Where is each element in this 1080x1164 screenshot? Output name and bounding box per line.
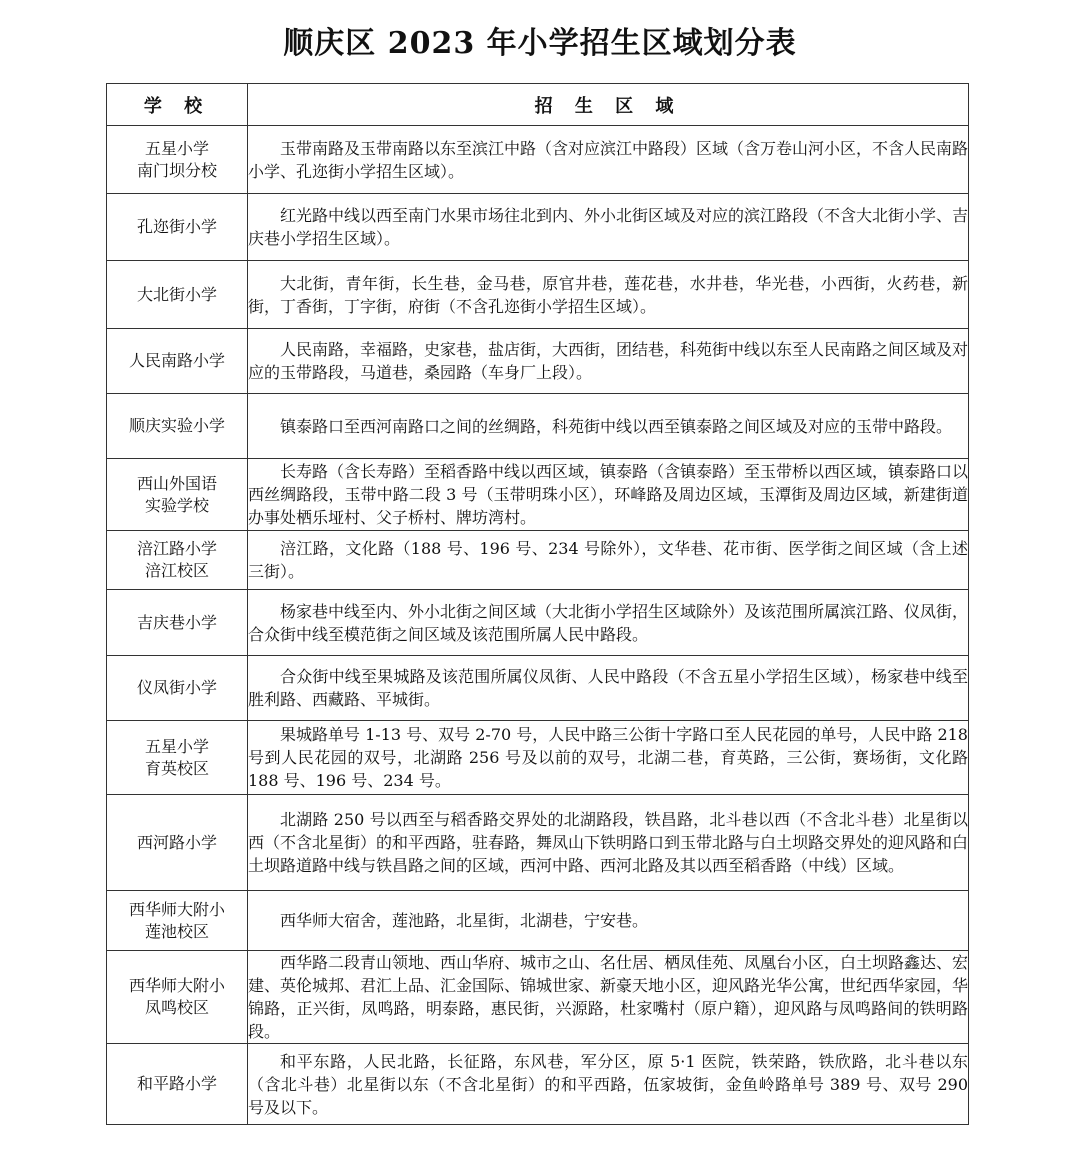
school-cell: 西华师大附小 莲池校区 [107,891,248,951]
area-cell: 合众街中线至果城路及该范围所属仪凤街、人民中路段（不含五星小学招生区域），杨家巷中线至胜利路、西藏路、平城街。 [248,656,969,721]
area-cell: 人民南路，幸福路，史家巷，盐店街，大西街，团结巷，科苑街中线以东至人民南路之间区域及对应的玉带路段，马道巷，桑园路（车身厂上段）。 [248,329,969,394]
school-cell: 西山外国语 实验学校 [107,459,248,531]
school-cell: 涪江路小学 涪江校区 [107,531,248,590]
table-row [107,459,969,531]
table-row [107,590,969,656]
school-cell: 大北街小学 [107,261,248,329]
school-cell: 顺庆实验小学 [107,394,248,459]
school-cell: 西华师大附小 凤鸣校区 [107,951,248,1044]
school-cell: 孔迩街小学 [107,194,248,261]
area-cell: 大北街，青年街，长生巷，金马巷，原官井巷，莲花巷，水井巷，华光巷，小西街，火药巷，新街，丁香街，丁字街，府街（不含孔迩街小学招生区域）。 [248,261,969,329]
area-cell: 红光路中线以西至南门水果市场往北到内、外小北街区域及对应的滨江路段（不含大北街小学、吉庆巷小学招生区域）。 [248,194,969,261]
table-row [107,394,969,459]
table-row [107,721,969,795]
table-row [107,531,969,590]
area-cell: 西华师大宿舍，莲池路，北星街，北湖巷，宁安巷。 [248,891,969,951]
table-row [107,1044,969,1125]
table-row [107,656,969,721]
table-row [107,795,969,891]
table-row [107,951,969,1044]
area-cell: 果城路单号 1-13 号、双号 2-70 号，人民中路三公街十字路口至人民花园的单号，人民中路 218 号到人民花园的双号，北湖路 256 号及以前的双号，北湖二巷，育英路，三公街，赛场街，文化路 188 号、196 号、234 号。 [248,721,969,795]
area-cell: 西华路二段青山领地、西山华府、城市之山、名仕居、栖凤佳苑、凤凰台小区，白土坝路鑫达、宏建、英伦城邦、君汇上品、汇金国际、锦城世家、新豪天地小区，迎风路光华公寓，世纪西华家园，华锦路，正兴街，凤鸣路，明泰路，惠民街，兴源路，杜家嘴村（原户籍），迎风路与凤鸣路间的铁明路段。 [248,951,969,1044]
school-cell: 五星小学 南门坝分校 [107,126,248,194]
school-cell: 吉庆巷小学 [107,590,248,656]
school-cell: 五星小学 育英校区 [107,721,248,795]
area-cell: 北湖路 250 号以西至与稻香路交界处的北湖路段，铁昌路，北斗巷以西（不含北斗巷）北星街以西（不含北星街）的和平西路，驻春路，舞凤山下铁明路口到玉带北路与白土坝路交界处的迎风路和白土坝路道路中线与铁昌路之间的区域，西河中路、西河北路及其以西至稻香路（中线）区域。 [248,795,969,891]
header-school: 学 校 [107,84,248,126]
table-header-row [107,84,969,126]
table-row [107,126,969,194]
table-row [107,194,969,261]
table-row [107,261,969,329]
table-row [107,891,969,951]
school-cell: 西河路小学 [107,795,248,891]
header-area: 招 生 区 域 [248,84,969,126]
area-cell: 玉带南路及玉带南路以东至滨江中路（含对应滨江中路段）区域（含万卷山河小区，不含人民南路小学、孔迩街小学招生区域）。 [248,126,969,194]
area-cell: 涪江路，文化路（188 号、196 号、234 号除外），文华巷、花市街、医学街之间区域（含上述三街）。 [248,531,969,590]
table-row [107,329,969,394]
area-cell: 和平东路，人民北路，长征路，东风巷，军分区，原 5·1 医院，铁荣路，铁欣路，北斗巷以东（含北斗巷）北星街以东（不含北星街）的和平西路，伍家坡街，金鱼岭路单号 389 号、双号 290 号及以下。 [248,1044,969,1125]
school-cell: 人民南路小学 [107,329,248,394]
enrollment-zone-table [106,83,969,1125]
area-cell: 杨家巷中线至内、外小北街之间区域（大北街小学招生区域除外）及该范围所属滨江路、仪凤街，合众街中线至模范街之间区域及该范围所属人民中路段。 [248,590,969,656]
area-cell: 镇泰路口至西河南路口之间的丝绸路，科苑街中线以西至镇泰路之间区域及对应的玉带中路段。 [248,394,969,459]
school-cell: 仪凤街小学 [107,656,248,721]
school-cell: 和平路小学 [107,1044,248,1125]
page-title: 顺庆区 2023 年小学招生区域划分表 [283,26,797,61]
area-cell: 长寿路（含长寿路）至稻香路中线以西区域，镇泰路（含镇泰路）至玉带桥以西区域，镇泰路口以西丝绸路段，玉带中路二段 3 号（玉带明珠小区），环峰路及周边区域，玉潭街及周边区域，新建街道办事处栖乐垭村、父子桥村、牌坊湾村。 [248,459,969,531]
